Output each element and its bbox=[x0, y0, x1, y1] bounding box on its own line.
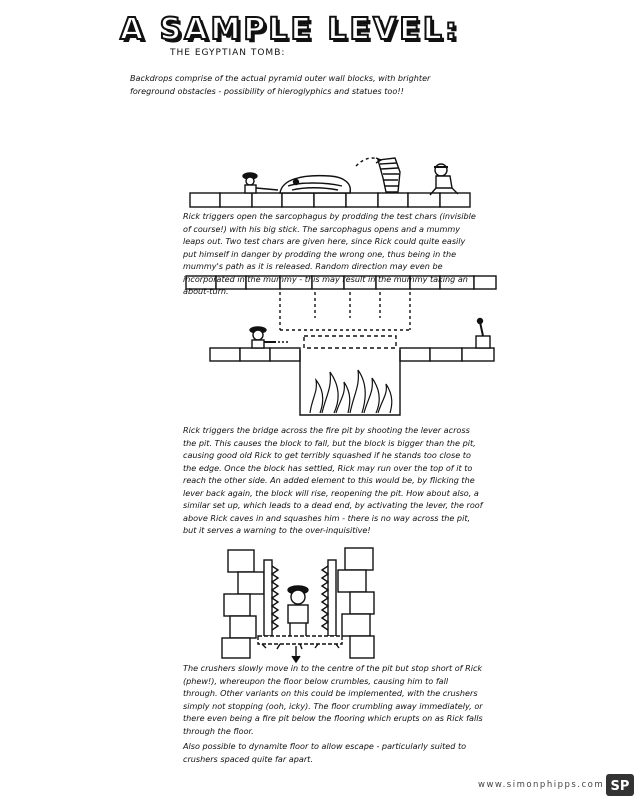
bridge-note: Rick triggers the bridge across the fire pit by shooting the lever across the pit. This causes the block to fall, but the block is bigger than the pit, causing good old Rick to get terribly squashed if he stands too close to the edge. Once the block has settled, Rick may run over the top of it to reach the other side. An added element to this would be, by flicking the lever back again, the block will rise, reopening the pit. How about also, a similar set up, which leads to a dead end, by activating the lever, the roof above Rick caves in and squashes him - there is no way across the pit, but it serves a warning to the over-inquisitive! bbox=[183, 425, 483, 535]
floor-blocks-1 bbox=[190, 193, 470, 207]
drop-arrows bbox=[280, 292, 410, 330]
right-ledge bbox=[400, 348, 494, 361]
rick-figure-2 bbox=[430, 164, 458, 195]
sarcophagus-note: Rick triggers open the sarcophagus by prodding the test chars (invisible of course!) with his big stick. The sarcophagus opens and a mummy leaps out. Two test chars are given here, since Rick could quite easily put himself in danger by prodding the wrong one, thus being in the mummy's path as it is released. Random direction may even be incorporated in the mummy - this may result in the mummy taking an about-turn. bbox=[183, 211, 476, 296]
sp-logo bbox=[606, 774, 634, 796]
rick-figure-4 bbox=[288, 586, 308, 636]
crusher-sketch bbox=[222, 548, 374, 662]
right-wall-blocks bbox=[338, 548, 374, 658]
right-crusher bbox=[322, 560, 336, 636]
crumbling-floor bbox=[258, 636, 342, 649]
rick-figure-1 bbox=[243, 173, 278, 193]
crushers-note: The crushers slowly move in to the centre of the pit but stop short of Rick (phew!), whereupon the floor below crumbles, causing him to fall through. Other variants on this could be implemented, with the crushers simply not stopping (ooh, icky). The floor crumbling away immediately, or there even being a fire pit below the flooring which erupts on as Rick falls through the floor. bbox=[183, 663, 483, 736]
flames bbox=[310, 370, 392, 413]
dynamite-note: Also possible to dynamite floor to allow escape - particularly suited to crushers spaced quite far apart. bbox=[183, 741, 467, 764]
lever bbox=[476, 319, 490, 349]
fall-arrow bbox=[292, 646, 300, 662]
svg-text:SP: SP bbox=[610, 779, 630, 794]
page-subtitle: THE EGYPTIAN TOMB: bbox=[170, 48, 286, 58]
intro-note: Backdrops comprise of the actual pyramid outer wall blocks, with brighter foreground obstacles - possibility of hieroglyphics and statues too!! bbox=[130, 73, 431, 96]
page-title: A SAMPLE LEVEL: bbox=[120, 12, 460, 47]
left-crusher bbox=[264, 560, 278, 636]
mummy-figure bbox=[356, 158, 400, 192]
sarcophagus bbox=[280, 176, 350, 193]
rick-figure-3 bbox=[250, 327, 290, 348]
site-url: www.simonphipps.com bbox=[478, 780, 605, 790]
left-wall-blocks bbox=[222, 550, 264, 658]
left-ledge bbox=[210, 348, 300, 361]
sarcophagus-sketch bbox=[190, 158, 470, 207]
